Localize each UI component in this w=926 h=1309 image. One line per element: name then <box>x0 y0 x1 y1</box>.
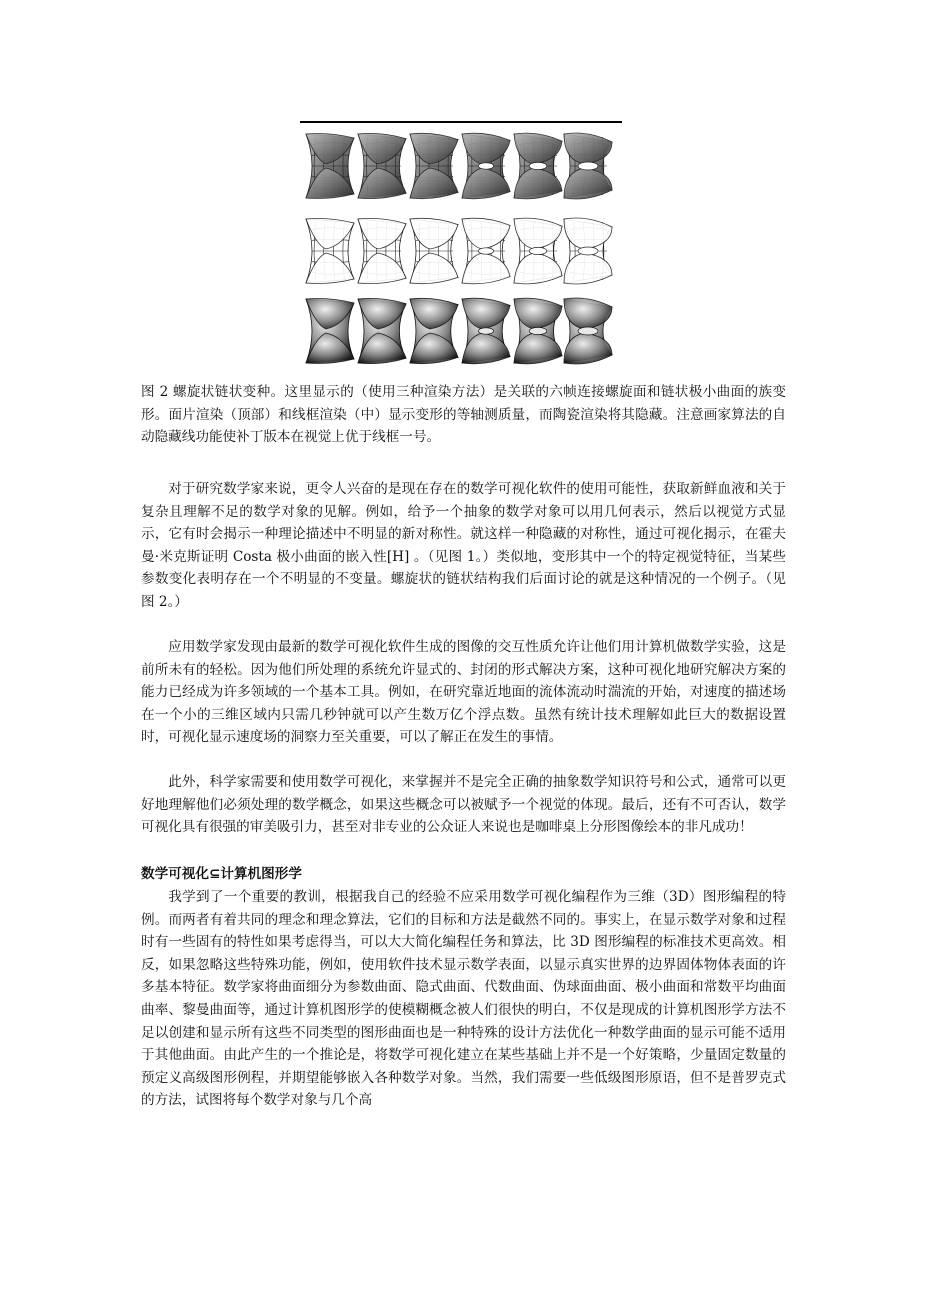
surface-frame <box>462 133 510 199</box>
figure-row-ceramic <box>306 298 612 364</box>
surface-frame <box>564 218 612 284</box>
surface-frame <box>358 218 406 283</box>
surface-frame <box>306 134 354 199</box>
surface-frame <box>462 218 510 284</box>
surface-frames-image <box>300 118 626 372</box>
paragraph-1: 对于研究数学家来说，更令人兴奋的是现在存在的数学可视化软件的使用可能性，获取新鲜血液和关于复杂且理解不足的数学对象的见解。例如，给予一个抽象的数学对象可以用几何表示，然后以视觉方式显示，它有时会揭示一种理论描述中不明显的新对称性。就这样一种隐藏的对称性，通过可视化揭示，在霍夫曼·米克斯证明 Costa 极小曲面的嵌入性[H] 。（见图 1。）类似地，变形其中一个的特定视觉特征，当某些参数变化表明存在一个不明显的不变量。螺旋状的链状结构我们后面讨论的就是这种情况的一个例子。（见图 2。） <box>141 481 786 610</box>
surface-frame <box>514 218 562 284</box>
surface-frame <box>358 298 406 363</box>
surface-frame <box>514 133 562 199</box>
section-paragraph: 我学到了一个重要的教训，根据我自己的经验不应采用数学可视化编程作为三维（3D）图形编程的特例。而两者有着共同的理念和理念算法，它们的目标和方法是截然不同的。事实上，在显示数学对象和过程时有一些固有的特性如果考虑得当，可以大大简化编程任务和算法，比 3D 图形编程的标准技术更高效。相反，如果忽略这些特殊功能，例如，使用软件技术显示数学表面，以显示真实世界的边界固体物体表面的许多基本特征。数学家将曲面细分为参数曲面、隐式曲面、代数曲面、伪球面曲面、极小曲面和常数平均曲面曲率、黎曼曲面等，通过计算机图形学的使模糊概念被人们很快的明白，不仅是现成的计算机图形学方法不足以创建和显示所有这些不同类型的图形曲面也是一种特殊的设计方法优化一种数学曲面的显示可能不适用于其他曲面。由此产生的一个推论是，将数学可视化建立在某些基础上并不是一个好策略，少量固定数量的预定义高级图形例程，并期望能够嵌入各种数学对象。当然，我们需要一些低级图形原语，但不是普罗克式的方法，试图将每个数学对象与几个高 <box>141 889 786 1109</box>
surface-frame <box>514 298 562 364</box>
figure-row-patch <box>306 133 612 199</box>
surface-frame <box>564 298 612 364</box>
surface-frame <box>306 219 354 284</box>
figure-caption: 图 2 螺旋状链状变种。这里显示的（使用三种渲染方法）是关联的六帧连接螺旋面和链状极小曲面的族变形。面片渲染（顶部）和线框渲染（中）显示变形的等轴测质量，而陶瓷渲染将其隐藏。注意画家算法的自动隐藏线功能使补丁版本在视觉上优于线框一号。 <box>141 384 786 446</box>
paragraph-3: 此外，科学家需要和使用数学可视化，来掌握并不是完全正确的抽象数学知识符号和公式，通常可以更好地理解他们必须处理的数学概念，如果这些概念可以被赋予一个视觉的体现。最后，还有不可否认，数学可视化具有很强的审美吸引力，甚至对非专业的公众证人来说也是咖啡桌上分形图像绘本的非凡成功！ <box>141 774 786 836</box>
surface-frame <box>410 298 458 363</box>
surface-frame <box>306 299 354 364</box>
figure-row-wireframe <box>306 218 612 284</box>
figure-helicoid-catenoid <box>300 118 626 372</box>
surface-frame <box>410 133 458 198</box>
paragraph-2: 应用数学家发现由最新的数学可视化软件生成的图像的交互性质允许让他们用计算机做数学实验，这是前所未有的轻松。因为他们所处理的系统允许显式的、封闭的形式解决方案，这种可视化地研究解决方案的能力已经成为许多领域的一个基本工具。例如，在研究靠近地面的流体流动时湍流的开始，对速度的描述场在一个小的三维区域内只需几秒钟就可以产生数万亿个浮点数。虽然有统计技术理解如此巨大的数据设置时，可视化显示速度场的洞察力至关重要，可以了解正在发生的事情。 <box>141 639 786 746</box>
surface-frame <box>564 133 612 199</box>
section-heading: 数学可视化⊆计算机图形学 <box>141 866 302 882</box>
surface-frame <box>410 218 458 283</box>
surface-frame <box>358 133 406 198</box>
surface-frame <box>462 298 510 364</box>
